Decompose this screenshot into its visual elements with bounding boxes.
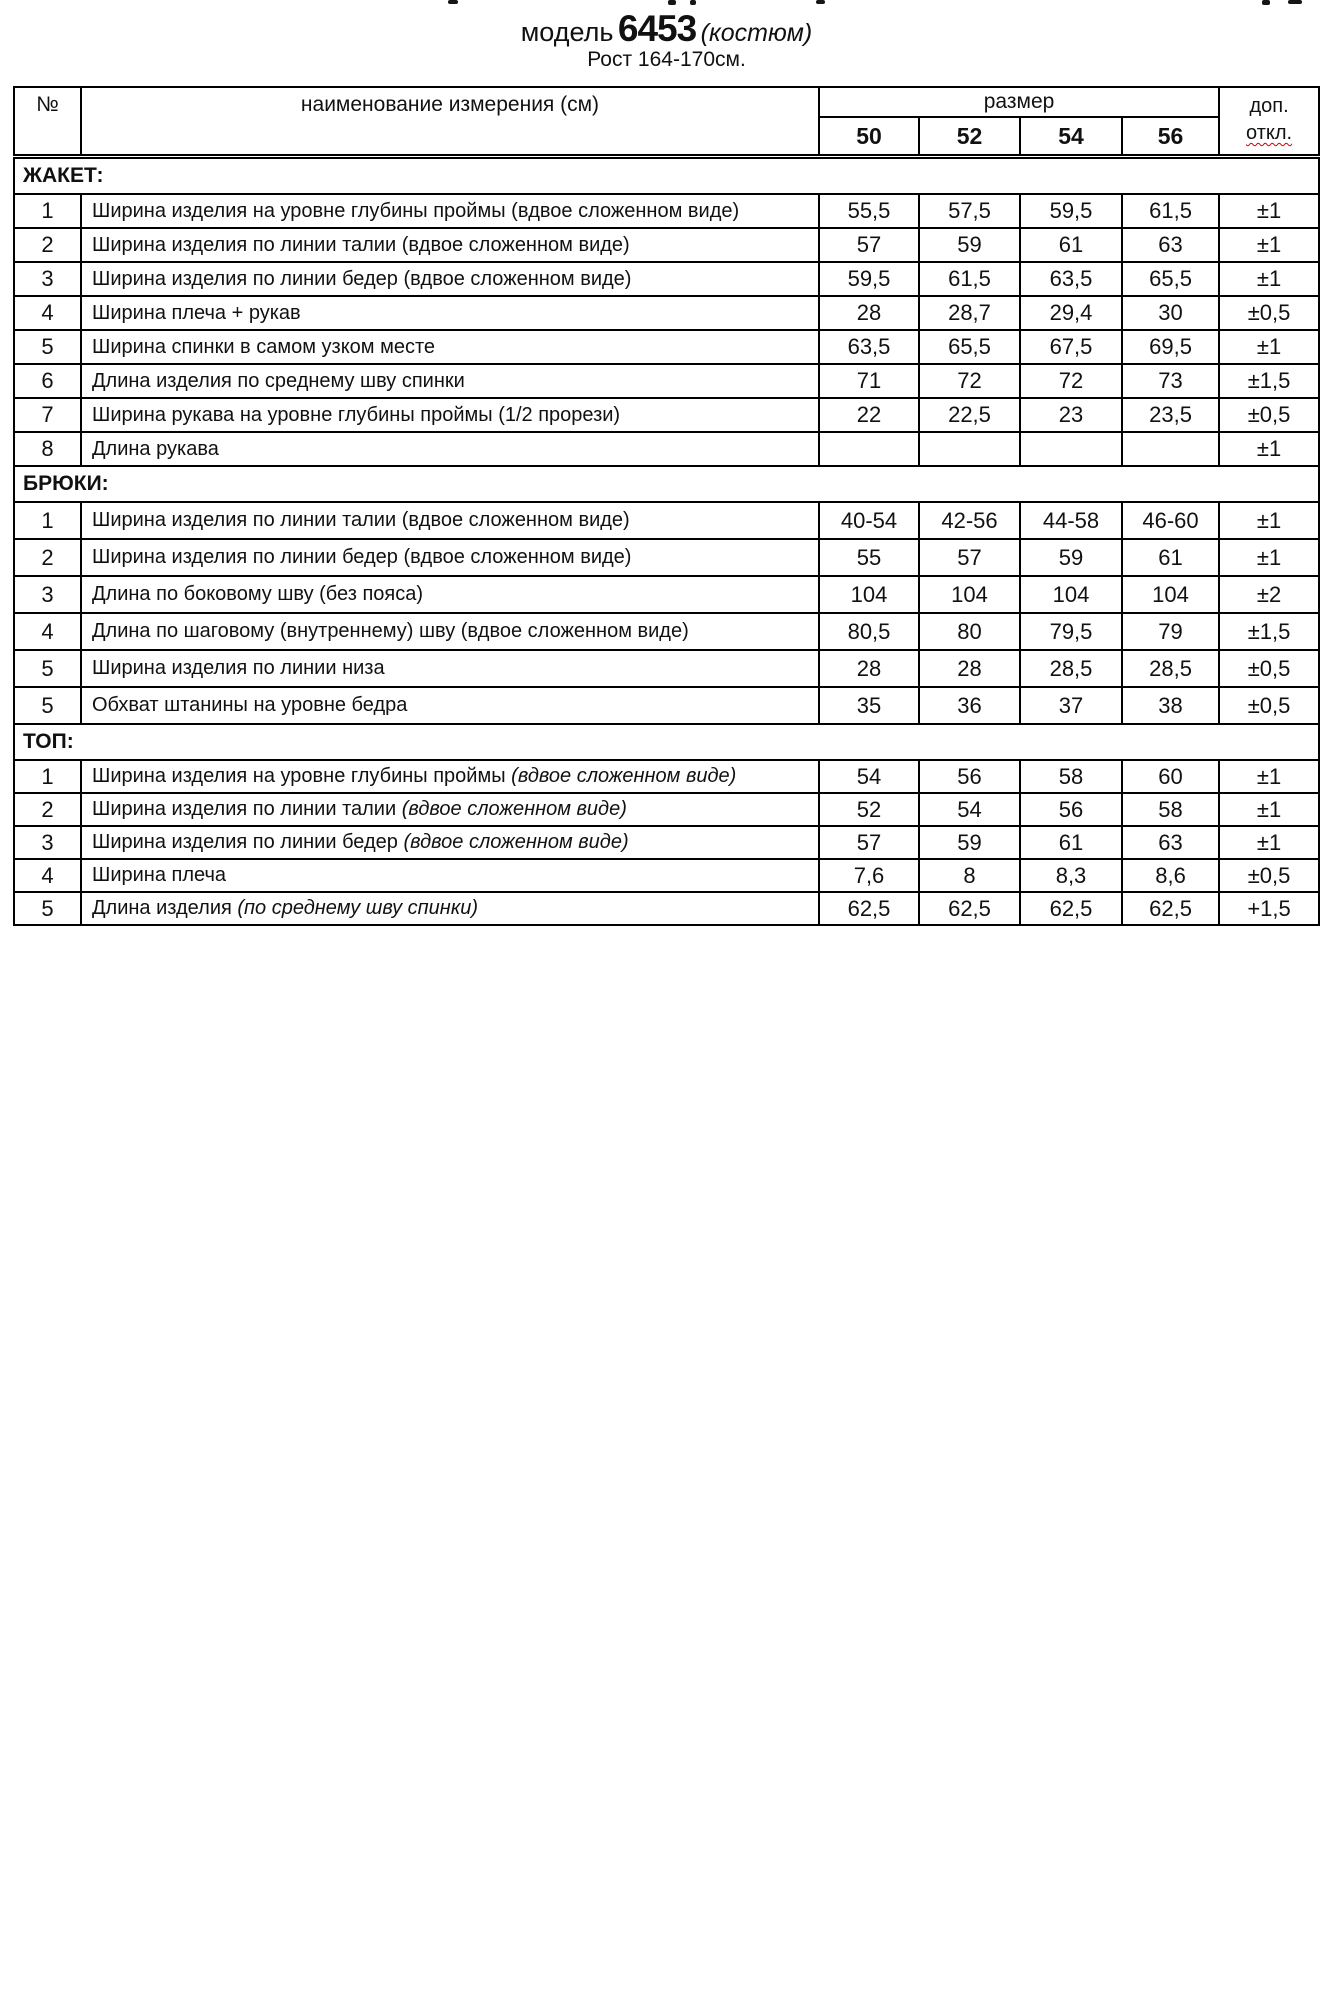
measurement-name-cell: Ширина изделия по линии бедер (вдвое сложенном виде) bbox=[81, 826, 819, 859]
size-54-value-cell: 56 bbox=[1020, 793, 1122, 826]
row-number-cell: 5 bbox=[14, 330, 81, 364]
size-52-value-cell: 57,5 bbox=[919, 194, 1020, 228]
row-number-cell: 3 bbox=[14, 262, 81, 296]
table-row bbox=[14, 859, 1319, 892]
size-56-value-cell: 61 bbox=[1122, 539, 1219, 576]
size-52-value-cell: 42-56 bbox=[919, 502, 1020, 539]
section-row bbox=[14, 466, 1319, 502]
measurement-name-cell: Длина по боковому шву (без пояса) bbox=[81, 576, 819, 613]
size-56-value-cell: 63 bbox=[1122, 826, 1219, 859]
size-50-value-cell: 52 bbox=[819, 793, 919, 826]
table-row bbox=[14, 432, 1319, 466]
size-56-value-cell: 60 bbox=[1122, 760, 1219, 793]
size-56-value-cell bbox=[1122, 432, 1219, 466]
tolerance-header-line1: доп. bbox=[1249, 95, 1289, 117]
size-52-value-cell: 57 bbox=[919, 539, 1020, 576]
col-header-size-group: размер bbox=[819, 87, 1219, 117]
size-50-value-cell: 59,5 bbox=[819, 262, 919, 296]
size-50-value-cell: 28 bbox=[819, 296, 919, 330]
table-row bbox=[14, 296, 1319, 330]
measurement-name-cell: Ширина плеча bbox=[81, 859, 819, 892]
tolerance-cell: ±1,5 bbox=[1219, 613, 1319, 650]
size-52-value-cell: 28,7 bbox=[919, 296, 1020, 330]
size-50-value-cell bbox=[819, 432, 919, 466]
col-header-size-54: 54 bbox=[1020, 117, 1122, 157]
tolerance-cell: ±1,5 bbox=[1219, 364, 1319, 398]
size-56-value-cell: 62,5 bbox=[1122, 892, 1219, 925]
table-row bbox=[14, 330, 1319, 364]
size-54-value-cell: 72 bbox=[1020, 364, 1122, 398]
tolerance-cell: ±1 bbox=[1219, 539, 1319, 576]
size-52-value-cell: 59 bbox=[919, 228, 1020, 262]
size-52-value-cell: 36 bbox=[919, 687, 1020, 724]
row-number-cell: 3 bbox=[14, 826, 81, 859]
row-number-cell: 6 bbox=[14, 364, 81, 398]
model-number: 6453 bbox=[617, 8, 697, 49]
tolerance-cell: ±1 bbox=[1219, 432, 1319, 466]
size-56-value-cell: 73 bbox=[1122, 364, 1219, 398]
tolerance-cell: +1,5 bbox=[1219, 892, 1319, 925]
tolerance-cell: ±0,5 bbox=[1219, 296, 1319, 330]
size-50-value-cell: 55 bbox=[819, 539, 919, 576]
measurement-table-container bbox=[13, 86, 1318, 926]
size-50-value-cell: 57 bbox=[819, 826, 919, 859]
size-52-value-cell: 72 bbox=[919, 364, 1020, 398]
measurement-name-cell: Обхват штанины на уровне бедра bbox=[81, 687, 819, 724]
size-52-value-cell: 104 bbox=[919, 576, 1020, 613]
size-56-value-cell: 58 bbox=[1122, 793, 1219, 826]
tolerance-cell: ±1 bbox=[1219, 194, 1319, 228]
size-56-value-cell: 65,5 bbox=[1122, 262, 1219, 296]
section-label: БРЮКИ: bbox=[14, 466, 1319, 502]
row-number-cell: 3 bbox=[14, 576, 81, 613]
measurement-name-cell: Ширина плеча + рукав bbox=[81, 296, 819, 330]
cropped-text-artifact bbox=[816, 0, 825, 4]
size-54-value-cell: 63,5 bbox=[1020, 262, 1122, 296]
measurement-name-cell: Длина изделия по среднему шву спинки bbox=[81, 364, 819, 398]
row-number-cell: 1 bbox=[14, 194, 81, 228]
size-54-value-cell: 67,5 bbox=[1020, 330, 1122, 364]
section-label: ТОП: bbox=[14, 724, 1319, 760]
tolerance-cell: ±1 bbox=[1219, 793, 1319, 826]
measurement-name-cell: Ширина изделия на уровне глубины проймы (вдвое сложенном виде) bbox=[81, 760, 819, 793]
measurement-name-cell: Длина по шаговому (внутреннему) шву (вдвое сложенном виде) bbox=[81, 613, 819, 650]
size-54-value-cell: 23 bbox=[1020, 398, 1122, 432]
table-row bbox=[14, 892, 1319, 925]
size-52-value-cell: 28 bbox=[919, 650, 1020, 687]
measurement-name-cell: Ширина изделия по линии талии (вдвое сложенном виде) bbox=[81, 228, 819, 262]
size-52-value-cell: 62,5 bbox=[919, 892, 1020, 925]
table-row bbox=[14, 539, 1319, 576]
measurement-name-cell: Ширина изделия на уровне глубины проймы (вдвое сложенном виде) bbox=[81, 194, 819, 228]
cropped-text-artifact bbox=[1262, 0, 1270, 5]
size-56-value-cell: 61,5 bbox=[1122, 194, 1219, 228]
size-52-value-cell: 8 bbox=[919, 859, 1020, 892]
table-row bbox=[14, 576, 1319, 613]
table-row bbox=[14, 262, 1319, 296]
size-54-value-cell: 37 bbox=[1020, 687, 1122, 724]
row-number-cell: 1 bbox=[14, 760, 81, 793]
tolerance-cell: ±0,5 bbox=[1219, 650, 1319, 687]
tolerance-cell: ±1 bbox=[1219, 760, 1319, 793]
size-50-value-cell: 62,5 bbox=[819, 892, 919, 925]
table-row bbox=[14, 228, 1319, 262]
col-header-size-56: 56 bbox=[1122, 117, 1219, 157]
size-56-value-cell: 69,5 bbox=[1122, 330, 1219, 364]
section-label: ЖАКЕТ: bbox=[14, 157, 1319, 195]
size-50-value-cell: 35 bbox=[819, 687, 919, 724]
size-52-value-cell: 59 bbox=[919, 826, 1020, 859]
size-54-value-cell: 59 bbox=[1020, 539, 1122, 576]
tolerance-cell: ±2 bbox=[1219, 576, 1319, 613]
size-56-value-cell: 38 bbox=[1122, 687, 1219, 724]
cropped-text-artifact bbox=[1288, 0, 1302, 4]
size-56-value-cell: 30 bbox=[1122, 296, 1219, 330]
cropped-text-artifact bbox=[668, 0, 676, 5]
size-54-value-cell: 79,5 bbox=[1020, 613, 1122, 650]
size-52-value-cell: 65,5 bbox=[919, 330, 1020, 364]
measurement-table-body bbox=[14, 157, 1319, 926]
tolerance-cell: ±1 bbox=[1219, 228, 1319, 262]
col-header-number: № bbox=[14, 87, 81, 157]
tolerance-cell: ±1 bbox=[1219, 262, 1319, 296]
size-54-value-cell: 61 bbox=[1020, 228, 1122, 262]
size-52-value-cell: 56 bbox=[919, 760, 1020, 793]
size-54-value-cell: 62,5 bbox=[1020, 892, 1122, 925]
size-56-value-cell: 63 bbox=[1122, 228, 1219, 262]
size-50-value-cell: 7,6 bbox=[819, 859, 919, 892]
size-52-value-cell: 80 bbox=[919, 613, 1020, 650]
tolerance-cell: ±1 bbox=[1219, 330, 1319, 364]
size-54-value-cell: 8,3 bbox=[1020, 859, 1122, 892]
measurement-name-cell: Ширина изделия по линии талии (вдвое сложенном виде) bbox=[81, 793, 819, 826]
measurement-name-cell: Ширина изделия по линии бедер (вдвое сложенном виде) bbox=[81, 539, 819, 576]
size-50-value-cell: 22 bbox=[819, 398, 919, 432]
size-54-value-cell: 61 bbox=[1020, 826, 1122, 859]
size-54-value-cell: 44-58 bbox=[1020, 502, 1122, 539]
size-50-value-cell: 54 bbox=[819, 760, 919, 793]
size-56-value-cell: 28,5 bbox=[1122, 650, 1219, 687]
cropped-text-artifact bbox=[690, 0, 696, 5]
tolerance-cell: ±1 bbox=[1219, 826, 1319, 859]
document-title bbox=[0, 8, 1333, 50]
row-number-cell: 5 bbox=[14, 650, 81, 687]
size-50-value-cell: 63,5 bbox=[819, 330, 919, 364]
table-row bbox=[14, 502, 1319, 539]
col-header-measurement-name: наименование измерения (см) bbox=[81, 87, 819, 157]
size-54-value-cell: 28,5 bbox=[1020, 650, 1122, 687]
size-54-value-cell bbox=[1020, 432, 1122, 466]
title-prefix: модель bbox=[520, 17, 614, 47]
row-number-cell: 4 bbox=[14, 859, 81, 892]
size-56-value-cell: 46-60 bbox=[1122, 502, 1219, 539]
tolerance-cell: ±0,5 bbox=[1219, 687, 1319, 724]
table-row bbox=[14, 398, 1319, 432]
measurement-name-cell: Длина рукава bbox=[81, 432, 819, 466]
table-row bbox=[14, 793, 1319, 826]
row-number-cell: 5 bbox=[14, 687, 81, 724]
measurement-name-cell: Ширина рукава на уровне глубины проймы (1/2 прорези) bbox=[81, 398, 819, 432]
size-52-value-cell: 22,5 bbox=[919, 398, 1020, 432]
size-54-value-cell: 104 bbox=[1020, 576, 1122, 613]
size-54-value-cell: 58 bbox=[1020, 760, 1122, 793]
size-56-value-cell: 79 bbox=[1122, 613, 1219, 650]
size-56-value-cell: 104 bbox=[1122, 576, 1219, 613]
tolerance-cell: ±0,5 bbox=[1219, 398, 1319, 432]
section-row bbox=[14, 724, 1319, 760]
row-number-cell: 1 bbox=[14, 502, 81, 539]
col-header-size-50: 50 bbox=[819, 117, 919, 157]
section-row bbox=[14, 157, 1319, 195]
row-number-cell: 2 bbox=[14, 228, 81, 262]
tolerance-cell: ±1 bbox=[1219, 502, 1319, 539]
row-number-cell: 4 bbox=[14, 613, 81, 650]
table-row bbox=[14, 194, 1319, 228]
tolerance-header-line2: откл. bbox=[1246, 122, 1293, 144]
cropped-text-artifact bbox=[448, 0, 458, 4]
col-header-size-52: 52 bbox=[919, 117, 1020, 157]
table-row bbox=[14, 364, 1319, 398]
size-50-value-cell: 40-54 bbox=[819, 502, 919, 539]
size-50-value-cell: 57 bbox=[819, 228, 919, 262]
measurement-name-cell: Ширина изделия по линии талии (вдвое сложенном виде) bbox=[81, 502, 819, 539]
size-50-value-cell: 104 bbox=[819, 576, 919, 613]
measurement-name-cell: Ширина изделия по линии низа bbox=[81, 650, 819, 687]
height-range-subtitle: Рост 164-170см. bbox=[587, 48, 746, 71]
tolerance-cell: ±0,5 bbox=[1219, 859, 1319, 892]
size-50-value-cell: 55,5 bbox=[819, 194, 919, 228]
row-number-cell: 2 bbox=[14, 539, 81, 576]
measurement-name-cell: Длина изделия (по среднему шву спинки) bbox=[81, 892, 819, 925]
row-number-cell: 2 bbox=[14, 793, 81, 826]
measurement-name-cell: Ширина изделия по линии бедер (вдвое сложенном виде) bbox=[81, 262, 819, 296]
size-52-value-cell: 54 bbox=[919, 793, 1020, 826]
size-54-value-cell: 29,4 bbox=[1020, 296, 1122, 330]
row-number-cell: 7 bbox=[14, 398, 81, 432]
row-number-cell: 5 bbox=[14, 892, 81, 925]
size-52-value-cell bbox=[919, 432, 1020, 466]
table-row bbox=[14, 826, 1319, 859]
row-number-cell: 8 bbox=[14, 432, 81, 466]
table-row bbox=[14, 760, 1319, 793]
col-header-tolerance bbox=[1219, 87, 1319, 157]
table-row bbox=[14, 650, 1319, 687]
size-50-value-cell: 71 bbox=[819, 364, 919, 398]
size-56-value-cell: 8,6 bbox=[1122, 859, 1219, 892]
size-56-value-cell: 23,5 bbox=[1122, 398, 1219, 432]
table-row bbox=[14, 687, 1319, 724]
measurement-name-cell: Ширина спинки в самом узком месте bbox=[81, 330, 819, 364]
size-50-value-cell: 28 bbox=[819, 650, 919, 687]
size-52-value-cell: 61,5 bbox=[919, 262, 1020, 296]
size-50-value-cell: 80,5 bbox=[819, 613, 919, 650]
title-suffix: (костюм) bbox=[700, 19, 813, 47]
measurement-table bbox=[13, 86, 1320, 926]
row-number-cell: 4 bbox=[14, 296, 81, 330]
size-54-value-cell: 59,5 bbox=[1020, 194, 1122, 228]
table-row bbox=[14, 613, 1319, 650]
